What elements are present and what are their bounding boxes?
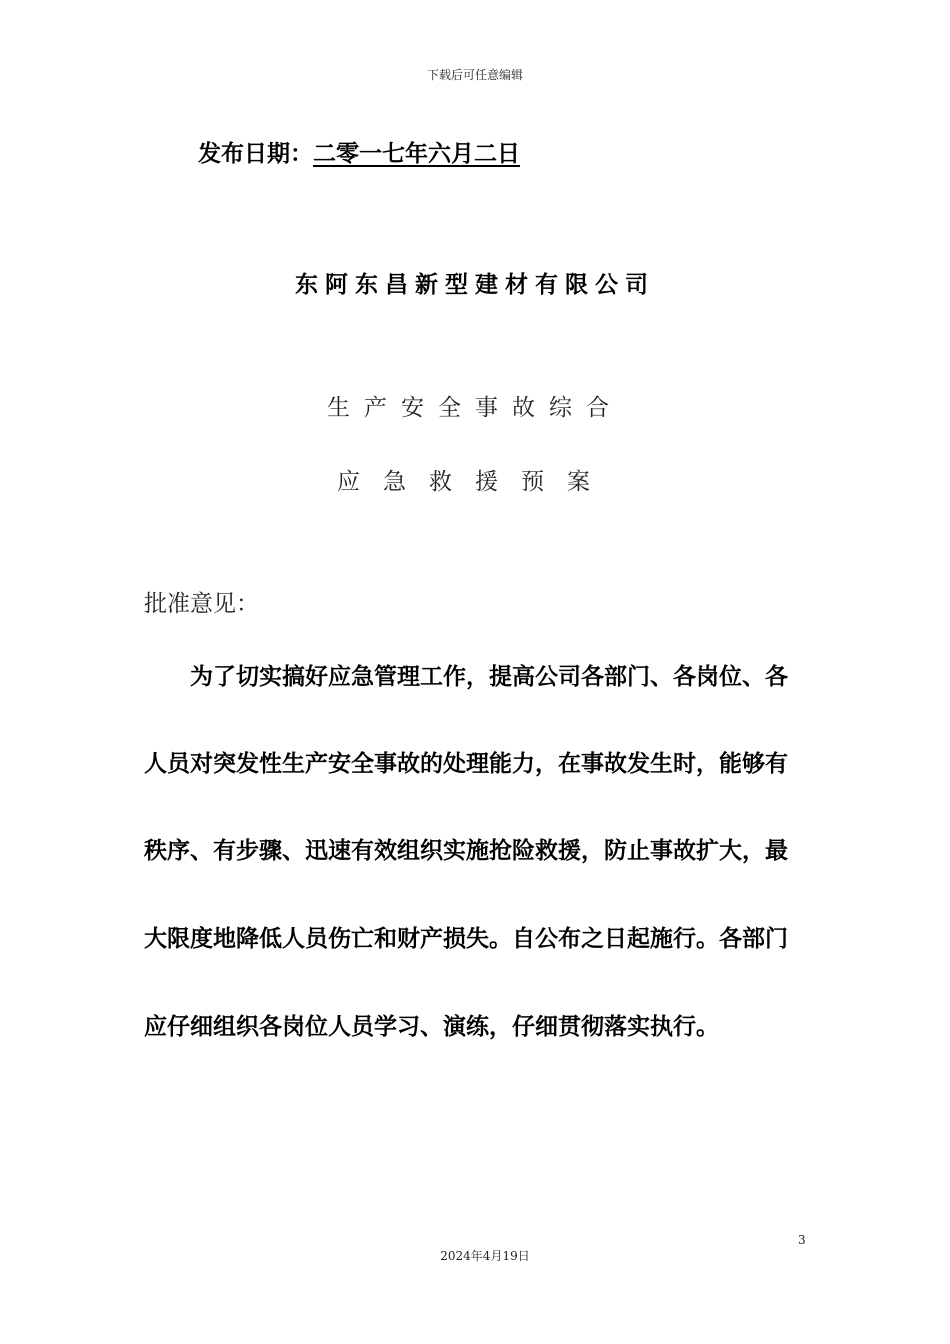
approval-text-line: 大限度地降低人员伤亡和财产损失。自公布之日起施行。各部门 [144,926,788,952]
publish-date-label: 发布日期： [198,141,313,167]
page-number: 3 [798,1233,806,1247]
footer-date: 2024年4月19日 [440,1249,530,1263]
approval-text-line: 为了切实搞好应急管理工作，提高公司各部门、各岗位、各 [190,664,788,690]
approval-text-line: 人员对突发性生产安全事故的处理能力，在事故发生时，能够有 [144,751,788,777]
approval-text-line: 秩序、有步骤、迅速有效组织实施抢险救援，防止事故扩大，最 [144,838,788,864]
approval-text-line: 应仔细组织各岗位人员学习、演练，仔细贯彻落实执行。 [144,1014,719,1040]
header-note: 下载后可任意编辑 [426,68,523,82]
plan-title-line-2: 应急救援预案 [337,469,613,495]
publish-date-value: 二零一七年六月二日 [313,141,520,167]
plan-title-line-1: 生产安全事故综合 [327,395,623,421]
company-name: 东阿东昌新型建材有限公司 [295,272,655,298]
approval-label: 批准意见： [144,591,259,617]
publish-date-line [198,135,520,168]
